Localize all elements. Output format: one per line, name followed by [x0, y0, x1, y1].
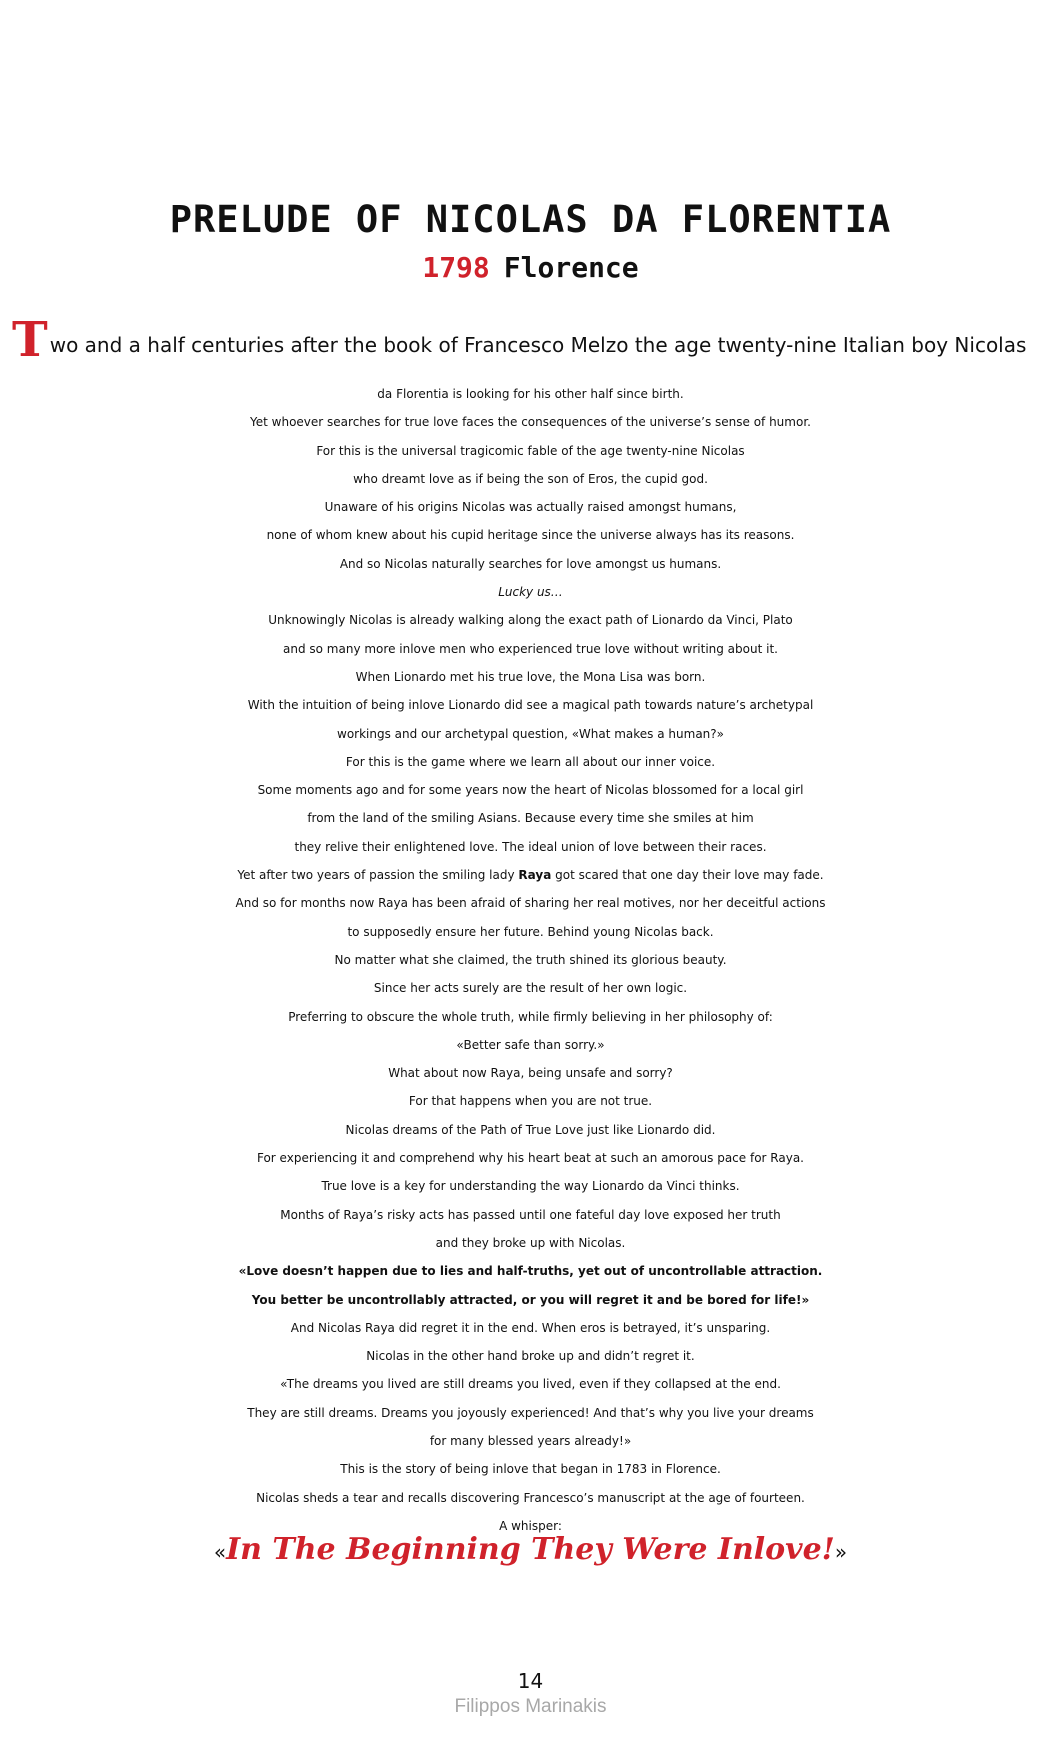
text-line-text: No matter what she claimed, the truth shined its glorious beauty.	[334, 952, 727, 967]
text-line-text: from the land of the smiling Asians. Because every time she smiles at him	[307, 811, 754, 826]
text-line	[0, 1229, 1061, 1257]
text-line-text: For this is the universal tragicomic fable of the age twenty-nine Nicolas	[316, 443, 745, 458]
subtitle-year: 1798	[422, 251, 490, 284]
text-line-text: Some moments ago and for some years now the heart of Nicolas blossomed for a local girl	[257, 783, 804, 798]
text-line	[0, 1087, 1061, 1115]
text-line	[0, 720, 1061, 748]
text-line-text: for many blessed years already!»	[429, 1433, 632, 1448]
text-line	[0, 1059, 1061, 1087]
text-line	[0, 521, 1061, 549]
text-line	[0, 1003, 1061, 1031]
text-line-text: And Nicolas Raya did regret it in the end. When eros is betrayed, it’s unsparing.	[290, 1320, 771, 1335]
text-line	[0, 465, 1061, 493]
text-line-text: da Florentia is looking for his other half since birth.	[377, 387, 684, 401]
text-line	[0, 1314, 1061, 1342]
text-line	[0, 889, 1061, 917]
final-quote-open: «	[213, 1540, 227, 1564]
text-line-text: Since her acts surely are the result of her own logic.	[373, 981, 688, 996]
text-line-text: Unknowingly Nicolas is already walking along the exact path of Lionardo da Vinci, Plato	[268, 613, 793, 628]
first-line-text: wo and a half centuries after the book of Francesco Melzo the age twenty-nine Italian boy Nicolas	[49, 333, 1027, 357]
text-line	[0, 1427, 1061, 1455]
final-quote-text: In The Beginning They Were Inlove!	[226, 1532, 835, 1567]
text-line	[0, 1172, 1061, 1200]
text-line	[0, 1257, 1061, 1285]
text-line-text: For experiencing it and comprehend why his heart beat at such an amorous pace for Raya.	[256, 1151, 804, 1166]
text-line-text: Nicolas sheds a tear and recalls discovering Francesco’s manuscript at the age of fourteen.	[256, 1490, 805, 1505]
text-line	[0, 1116, 1061, 1144]
text-line-text: They are still dreams. Dreams you joyously experienced! And that’s why you live your dreams	[247, 1405, 814, 1420]
text-line	[0, 380, 1061, 408]
final-quote	[0, 1530, 1061, 1572]
text-line-text: True love is a key for understanding the way Lionardo da Vinci thinks.	[321, 1179, 740, 1194]
author-name: Filippos Marinakis	[454, 1696, 607, 1717]
text-line-text: You better be uncontrollably attracted, or you will regret it and be bored for life!»	[251, 1292, 810, 1307]
text-line-text: Yet after two years of passion the smiling lady	[237, 868, 519, 883]
text-line-text: Nicolas in the other hand broke up and didn’t regret it.	[366, 1349, 695, 1364]
text-line-text: Unaware of his origins Nicolas was actually raised amongst humans,	[324, 500, 737, 515]
text-line	[0, 437, 1061, 465]
text-line-text: And so Nicolas naturally searches for love amongst us humans.	[339, 556, 722, 571]
page-number: 14	[517, 1669, 544, 1693]
text-line	[0, 550, 1061, 578]
text-line-text: What about now Raya, being unsafe and sorry?	[388, 1066, 673, 1081]
text-line	[0, 861, 1061, 889]
text-line-text: Yet whoever searches for true love faces the consequences of the universe’s sense of humor.	[250, 415, 811, 430]
text-line-text: For that happens when you are not true.	[408, 1094, 653, 1109]
text-line	[0, 635, 1061, 663]
text-line-text: they relive their enlightened love. The ideal union of love between their races.	[294, 839, 767, 854]
text-line	[0, 606, 1061, 634]
text-line	[0, 663, 1061, 691]
text-line	[0, 1370, 1061, 1398]
text-line-text: With the intuition of being inlove Lionardo did see a magical path towards nature’s archetypal	[247, 698, 814, 713]
text-line-text: workings and our archetypal question, «What makes a human?»	[337, 726, 724, 741]
text-line	[0, 833, 1061, 861]
text-line	[0, 1342, 1061, 1370]
text-line	[0, 918, 1061, 946]
text-line	[0, 578, 1061, 606]
text-line	[0, 974, 1061, 1002]
text-line-text: none of whom knew about his cupid heritage since the universe always has its reasons.	[266, 528, 795, 543]
text-line-text: A whisper:	[499, 1518, 562, 1533]
text-line	[0, 691, 1061, 719]
text-line-after: got scared that one day their love may fade.	[551, 868, 824, 883]
text-line	[0, 776, 1061, 804]
text-line-text: Nicolas dreams of the Path of True Love just like Lionardo did.	[345, 1122, 716, 1137]
first-paragraph-line	[12, 312, 1057, 368]
text-line	[0, 1484, 1061, 1512]
text-line	[0, 408, 1061, 436]
text-line	[0, 1201, 1061, 1229]
text-line-text: For this is the game where we learn all about our inner voice.	[345, 754, 716, 769]
text-line-text: When Lionardo met his true love, the Mona Lisa was born.	[355, 669, 706, 684]
text-line	[0, 1455, 1061, 1483]
page-title: PRELUDE OF NICOLAS DA FLORENTIA	[169, 198, 892, 241]
text-line-text: who dreamt love as if being the son of Eros, the cupid god.	[353, 471, 708, 486]
text-line	[0, 1399, 1061, 1427]
bold-name: Raya	[518, 868, 552, 883]
text-line-text: Lucky us…	[498, 585, 563, 600]
subtitle-city: Florence	[503, 251, 639, 284]
text-line-text: to supposedly ensure her future. Behind young Nicolas back.	[347, 924, 714, 939]
text-line	[0, 1031, 1061, 1059]
text-line	[0, 1286, 1061, 1314]
text-line	[0, 946, 1061, 974]
text-line-text: «The dreams you lived are still dreams you lived, even if they collapsed at the end.	[280, 1377, 781, 1392]
text-line-text: and they broke up with Nicolas.	[435, 1235, 626, 1250]
text-line-text: «Better safe than sorry.»	[456, 1037, 605, 1052]
text-line-text: and so many more inlove men who experienced true love without writing about it.	[283, 641, 778, 656]
text-line	[0, 748, 1061, 776]
text-line	[0, 1144, 1061, 1172]
text-line-text: «Love doesn’t happen due to lies and half-truths, yet out of uncontrollable attraction.	[238, 1264, 823, 1279]
subtitle	[0, 250, 1061, 286]
drop-cap: T	[12, 312, 48, 368]
text-line	[0, 493, 1061, 521]
text-line-text: This is the story of being inlove that began in 1783 in Florence.	[340, 1462, 721, 1477]
body-text	[0, 380, 1061, 1540]
text-line	[0, 804, 1061, 832]
text-line-text: Months of Raya’s risky acts has passed until one fateful day love exposed her truth	[280, 1207, 781, 1222]
text-line-text: Preferring to obscure the whole truth, while firmly believing in her philosophy of:	[288, 1009, 773, 1024]
text-line-text: And so for months now Raya has been afraid of sharing her real motives, nor her deceitful actions	[235, 896, 826, 911]
final-quote-close: »	[834, 1540, 848, 1564]
